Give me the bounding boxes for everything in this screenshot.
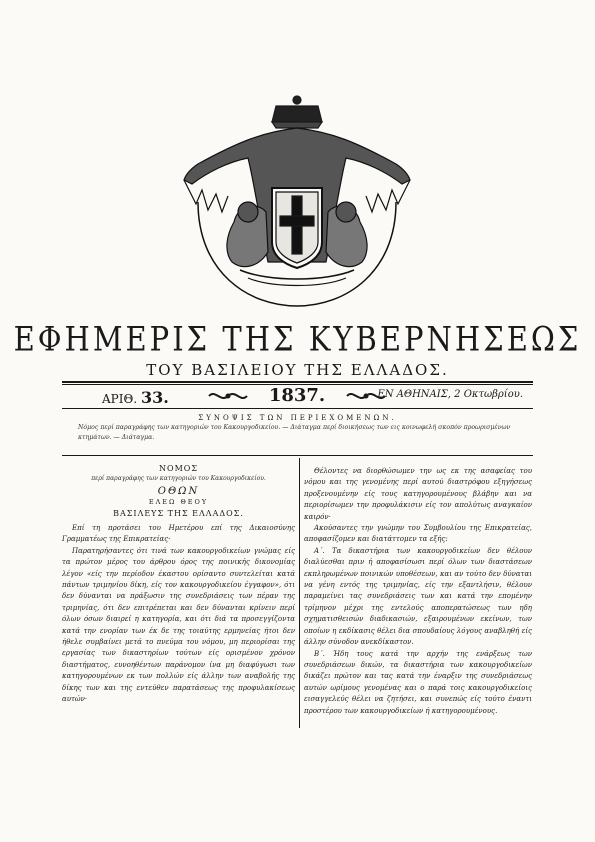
king-grace: ΕΛΕΩ ΘΕΟΥ bbox=[148, 498, 209, 506]
column-divider bbox=[299, 458, 300, 728]
paragraph: Θέλοντες να διορθώσωμεν την ως εκ της ασαφείας του νόμου και της γενομένης περί αυτού διαστρόφου εξηγήσεως προξενουμένην είς τους κατηγορουμένους βλάβην και να περιορίσωμεν την προφυλάκισιν είς τον απολύτως αναγκαίον καιρόν· bbox=[304, 467, 532, 521]
masthead-subtitle: ΤΟΥ ΒΑΣΙΛΕΙΟΥ ΤΗΣ ΕΛΛΑΔΟΣ. bbox=[146, 361, 449, 379]
summary-title: ΣΥΝΟΨΙΣ ΤΩΝ ΠΕΡΙΕΧΟΜΕΝΩΝ. bbox=[198, 414, 397, 422]
summary-text: Νόμος περί παραγράφης των κατηγοριών του Κακουργοδικείου. — Διάταγμα περί διοικήσεως των εις κοινωφελή σκοπόν προωρισμένων κτημάτων. — Διάταγμα. bbox=[78, 424, 511, 441]
issue-year: 1837. bbox=[268, 385, 326, 406]
issue-number-value: 33. bbox=[140, 388, 169, 407]
header-top-rule bbox=[62, 381, 533, 383]
issue-number bbox=[102, 388, 169, 407]
header-bottom-rule bbox=[62, 408, 533, 409]
king-name: ΟΘΩΝ bbox=[157, 486, 200, 497]
right-column bbox=[304, 466, 532, 717]
law-subheading: περί παραγράφης των κατηγοριών του Κακουργοδικείου. bbox=[91, 475, 266, 482]
paragraph: Παρατηρήσαντες ότι τινά των κακουργοδικείων γνώμας είς τα πρώτον μέρος του άρθρου όρος της ποινικής δικονομίας λέγον «είς την περίοδον έκαστου ορίσαντο συντελείται κατά πάντων τριμηνίου δίκη, είς τον κακουργοδικείου έγγαφον», ότι δεν δύνανται να πράξωσιν της συνεδριάσεις των πέραν της τριμηνίας, ότι δεν επιτρέπεται και δεν δύνανται κρίνειν περί όλων όσων διαιρεί η κατηγορία, και ότι διά τα προσεγγίζοντα κατά την ενορίαν των έκ δε της τοιαύτης ερμηνείας ήτοι δεν ήθελε συμβαίνει μετά το πνεύμα του νόμου, μη περιορίσαι της εργασίας των δικαστηρίων τούτων είς ορισμένον χρόνον διαστήματος, ευνοηθέντων παράνομον ίνα μη διαφύγωσι των κατηγορουμένων εκ των πολλών είς άλλην των αναβολής της δίκης των και της εντεύθεν παρατάσεως της προφυλακίσεως αυτών· bbox=[62, 546, 295, 704]
issue-place-date: ΕΝ ΑΘΗΝΑΙΣ, 2 Οκτωβρίου. bbox=[377, 389, 523, 400]
left-column bbox=[62, 464, 295, 706]
king-title: ΒΑΣΙΛΕΥΣ ΤΗΣ ΕΛΛΑΔΟΣ. bbox=[113, 509, 244, 518]
paragraph: Επί τη προτάσει του Ημετέρου επί της Δικαιοσύνης Γραμματέως της Επικρατείας· bbox=[62, 524, 295, 544]
royal-coat-of-arms-emblem bbox=[168, 92, 426, 318]
summary-bottom-rule bbox=[62, 455, 533, 456]
paragraph: Ακούσαντες την γνώμην του Συμβουλίου της Επικρατείας, αποφασίζομεν και διατάττομεν τα εξής: bbox=[304, 524, 532, 544]
masthead-title: ΕΦΗΜΕΡΙΣ ΤΗΣ ΚΥΒΕΡΝΗΣΕΩΣ bbox=[13, 319, 582, 359]
issue-number-label: ΑΡΙΘ. bbox=[102, 392, 138, 406]
paragraph: Β΄. Ήδη τους κατά την αρχήν της ενάρξεως των συνεδριάσεων δικών, τα δικαστήρια των κακουργοδικείων δικάζει πρώτον και τας κατά την έναρξιν της συνεδριάσεως αυτών ωρίμους γενομένας και ο παρά τοις κακουργοδικείοις εισαγγελεύς θέλει να ζητήσει, και συνεπώς είς τούτο έναντι προστέρου των κακουργοδικείων ή κατηγορουμένους. bbox=[304, 649, 532, 715]
flourish-ornament-icon bbox=[207, 389, 249, 403]
issue-info-row bbox=[62, 385, 533, 407]
law-heading: ΝΟΜΟΣ bbox=[159, 464, 198, 473]
paragraph: Α΄. Τα δικαστήρια των κακουργοδικείων δεν θέλουν διαλύεσθαι πριν ή αποφασίσωσι περί όλων των διαστάσεων εκπληρωμένων ποινικών υποθέσεων, και αν τούτο δεν δύναται να γένη εντός της τριμηνίας, είς την εξαντλήσιν, θέλουν παραμείνει τας συνεδριάσεις των και κατά την επομένην τρίμηνον μέχρι της εντελούς αποπερατώσεως των ηδη σχηματισθεισών διαδικασιών, εξαιρουμένων εκείνων, των οποίων η εκδίκασις θέλει δια σπουδαίους λόγους αναβληθή είς άλλην σύνοδον ανεκδίκαστον. bbox=[304, 546, 532, 647]
